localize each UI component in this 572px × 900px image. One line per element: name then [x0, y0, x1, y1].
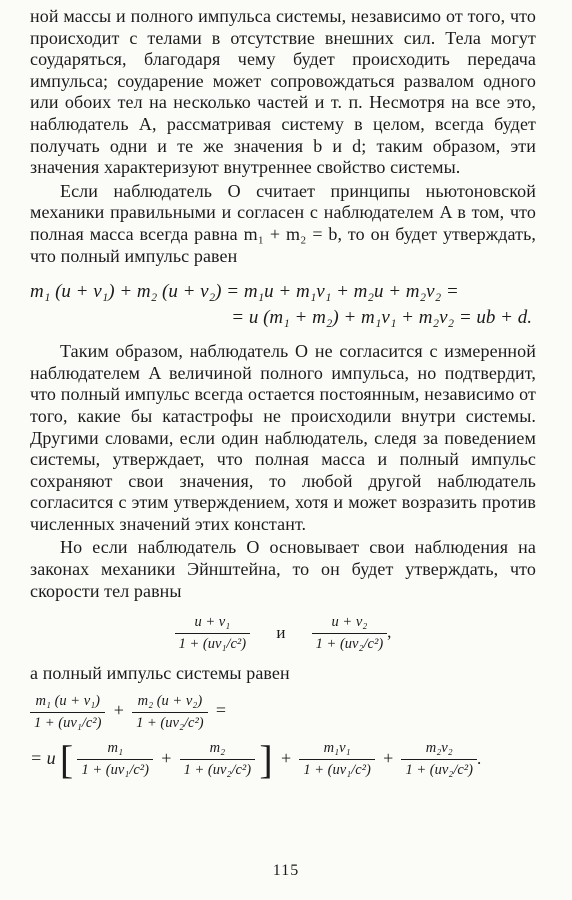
and-word: и	[276, 622, 286, 642]
fraction-d: $\frac{\text{m₂}}{\text{1 + (uv₂/c²)}}$	[180, 740, 255, 779]
paragraph-4: Но если наблюдатель O основывает свои наблюдения на законах механики Эйнштейна, то он будет утверждать, что скорости тел равны	[30, 537, 536, 601]
paragraph-1: ной массы и полного импульса системы, независимо от того, что происходит с телами в отсутствие внешних сил. Тела могут соударяться, благодаря чему будет происходить передача импульса; соударение может сопровождаться развалом одного или обоих тел на несколько частей и т. п. Несмотря на все это, наблюдатель A, рассматривая систему в целом, всегда будет получать одни и те же значения b и d; таким образом, эти значения характеризуют внутреннее свойство системы.	[30, 6, 536, 178]
plus-sign: +	[383, 747, 394, 768]
velocity-fraction-1: $\frac{\text{u + v₁}}{\text{1 + (uv₁/c²)}}$	[175, 614, 250, 653]
plus-sign: +	[113, 700, 124, 721]
equals-sign: =	[215, 700, 227, 721]
fraction-a: $\frac{\text{m₁ (u + v₁)}}{\text{1 + (uv₁/c²)}}$	[30, 693, 105, 732]
paragraph-2: Если наблюдатель O считает принципы ньютоновской механики правильными и согласен с наблюдателем A в том, что полная масса всегда равна m₁ + m₂ = b, то он будет утверждать, что полный импульс равен	[30, 180, 536, 266]
equation-lead: = u	[30, 747, 56, 768]
plus-sign: +	[280, 747, 292, 768]
fraction-e: $\frac{\text{m₁v₁}}{\text{1 + (uv₁/c²)}}$	[299, 740, 374, 779]
equation-relativistic-line-1	[30, 693, 536, 732]
right-bracket: ]	[259, 736, 273, 782]
equation-velocities	[30, 614, 536, 653]
equation-momentum-line-2: = u (m₁ + m₂) + m₁v₁ + m₂v₂ = ub + d.	[231, 307, 532, 329]
fraction-c: $\frac{\text{m₁}}{\text{1 + (uv₁/c²)}}$	[77, 740, 152, 779]
fraction-f: $\frac{\text{m₂v₂}}{\text{1 + (uv₂/c²)}}$	[401, 740, 476, 779]
equation-comma: ,	[387, 622, 392, 642]
velocity-fraction-2: $\frac{\text{u + v₂}}{\text{1 + (uv₂/c²)}}$	[312, 614, 387, 653]
equation-momentum-line-1: m₁ (u + v₁) + m₂ (u + v₂) = m₁u + m₁v₁ + m₂u + m₂v₂ =	[30, 281, 459, 303]
plus-sign: +	[161, 747, 172, 768]
paragraph-3: Таким образом, наблюдатель O не согласится с измеренной наблюдателем A величиной полного импульса, но подтвердит, что полный импульс всегда остается постоянным, независимо от того, какие бы катастрофы не происходили внутри системы. Другими словами, если один наблюдатель, следя за поведением системы, утверждает, что полная масса и полный импульс сохраняют свои значения, то любой другой наблюдатель согласится с этим утверждением, хотя и может возразить против численных значений этих констант.	[30, 341, 536, 534]
left-bracket: [	[59, 736, 74, 782]
equation-period: .	[476, 748, 482, 768]
paragraph-5: а полный импульс системы равен	[30, 663, 290, 684]
page-number: 115	[272, 862, 300, 879]
equation-relativistic-line-2	[30, 736, 536, 782]
fraction-b: $\frac{\text{m₂ (u + v₂)}}{\text{1 + (uv₂/c²)}}$	[132, 693, 207, 732]
